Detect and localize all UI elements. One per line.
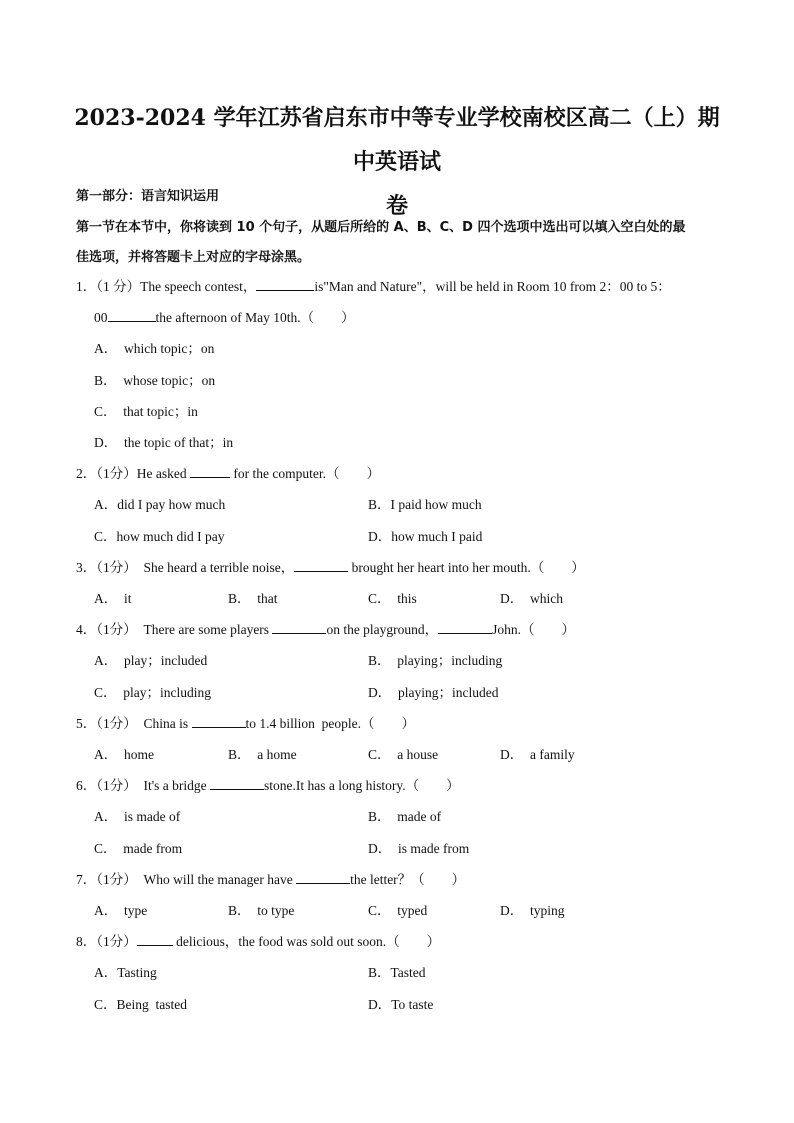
answer-blank [256,278,314,291]
option-d: D． a family [500,747,575,762]
option-a: A． type [94,903,148,918]
question-text: brought her heart into her mouth.（ ） [348,560,585,575]
title-line-1: 2023-2024 学年江苏省启东市中等专业学校南校区高二（上）期中英语试 [74,105,720,175]
question-text: on the playground， [326,622,439,637]
question-text: the letter？（ ） [350,872,466,887]
question-1-continued [94,309,355,327]
question-number: 7．（1分） [76,872,137,887]
question-number: 1．（1 分） [76,279,141,294]
question-number: 6．（1分） [76,778,137,793]
option-a: A．did I pay how much [94,497,226,512]
question-text: stone.It has a long history.（ ） [264,778,460,793]
answer-blank [108,309,156,322]
question-1 [76,278,671,296]
option-c: C． play；including [94,685,211,700]
answer-blank [294,559,348,572]
question-3 [76,559,585,577]
option-c: C．how much did I pay [94,529,225,544]
option-b: B． a home [228,747,297,762]
option-b: B． that [228,591,278,606]
section-instruction-line-1: 第一节在本节中，你将读到 10 个句子，从题后所给的 A、B、C、D 四个选项中选出可以填入空白处的最 [76,220,686,235]
question-text: It's a bridge [143,778,211,793]
question-6 [76,777,460,795]
question-number: 3．（1分） [76,560,137,575]
option-a: A．Tasting [94,965,157,980]
question-text: The speech contest， [140,279,257,294]
question-number: 5．（1分） [76,716,137,731]
question-5 [76,715,415,733]
option-d: D． the topic of that；in [94,435,234,450]
question-text: 00 [94,310,108,325]
question-text: is"Man and Nature"，will be held in Room 10 from 2：00 to 5： [314,279,671,294]
answer-blank [137,933,173,946]
question-text: China is [143,716,192,731]
option-a: A． play；included [94,653,208,668]
option-c: C． typed [368,903,428,918]
option-c: C． that topic；in [94,404,198,419]
answer-blank [272,621,326,634]
option-a: A． which topic；on [94,341,215,356]
option-b: B． playing；including [368,653,503,668]
question-2 [76,465,380,483]
answer-blank [190,465,230,478]
question-text: delicious，the food was sold out soon.（ ） [172,934,441,949]
option-d: D． playing；included [368,685,499,700]
question-text: Who will the manager have [143,872,297,887]
answer-blank [296,871,350,884]
part-heading: 第一部分：语言知识运用 [76,189,220,204]
title-line-2: 卷 [385,193,408,219]
question-number: 2．（1分） [76,466,137,481]
option-b: B． whose topic；on [94,373,216,388]
question-text: the afternoon of May 10th.（ ） [155,310,355,325]
option-d: D．how much I paid [368,529,483,544]
answer-blank [438,621,492,634]
option-c: C．Being tasted [94,997,187,1012]
option-a: A． it [94,591,132,606]
question-text: He asked [136,466,187,481]
option-c: C． this [368,591,417,606]
option-b: B．Tasted [368,965,426,980]
answer-blank [192,715,246,728]
question-7 [76,871,465,889]
answer-blank [210,777,264,790]
section-instruction-line-2: 佳选项，并将答题卡上对应的字母涂黑。 [76,250,311,265]
question-number: 8．（1分） [76,934,137,949]
document-title [70,96,724,228]
question-4 [76,621,575,639]
option-a: A． is made of [94,809,181,824]
question-text: John.（ ） [492,622,576,637]
option-d: D． typing [500,903,565,918]
option-d: D． which [500,591,563,606]
question-text: for the computer.（ ） [229,466,380,481]
question-text: There are some players [143,622,273,637]
option-a: A． home [94,747,154,762]
option-c: C． a house [368,747,439,762]
question-8 [76,933,440,951]
option-b: B．I paid how much [368,497,482,512]
option-b: B． to type [228,903,295,918]
option-d: D．To taste [368,997,434,1012]
question-text: to 1.4 billion people.（ ） [245,716,416,731]
question-text: She heard a terrible noise， [143,560,295,575]
option-b: B． made of [368,809,442,824]
question-number: 4．（1分） [76,622,137,637]
option-c: C． made from [94,841,183,856]
option-d: D． is made from [368,841,470,856]
